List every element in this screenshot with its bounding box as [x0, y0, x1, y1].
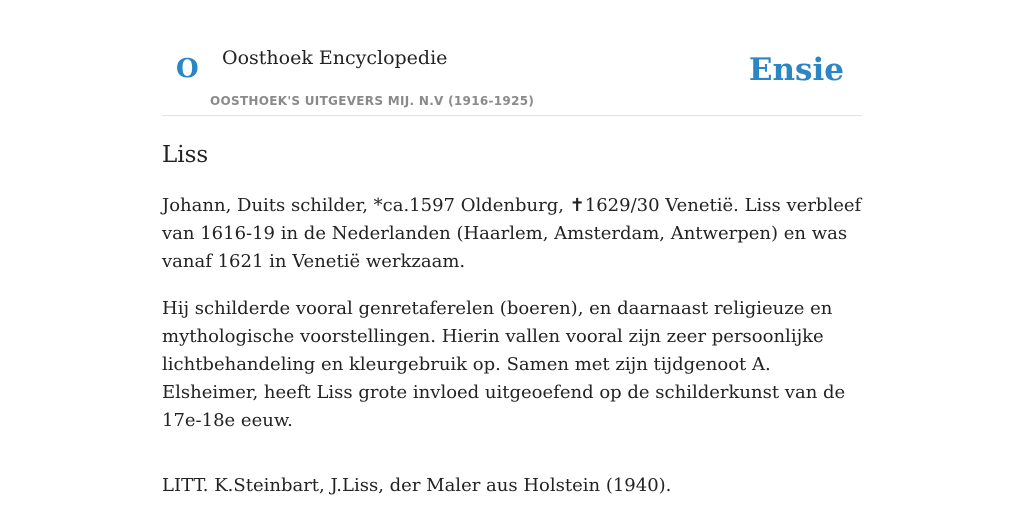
entry-title: Liss [162, 142, 209, 168]
publisher-subtitle: OOSTHOEK'S UITGEVERS MIJ. N.V (1916-1925) [210, 94, 535, 108]
publication-title[interactable]: Oosthoek Encyclopedie [222, 47, 448, 69]
entry-body [162, 192, 862, 512]
entry-paragraph: Hij schilderde vooral genretaferelen (boeren), en daarnaast religieuze en mythologische voorstellingen. Hierin vallen vooral zijn zeer persoonlijke lichtbehandeling en kleurgebruik op. Samen met zijn tijdgenoot A. Elsheimer, heeft Liss grote invloed uitgeoefend op de schilderkunst van de 17e-18e eeuw. [162, 298, 846, 431]
publication-logo[interactable]: O [176, 54, 199, 84]
site-header [162, 0, 862, 116]
ensie-logo[interactable]: Ensie [748, 52, 844, 88]
entry-paragraph: Johann, Duits schilder, *ca.1597 Oldenburg, ✝1629/30 Venetië. Liss verbleef van 1616-19 in de Nederlanden (Haarlem, Amsterdam, Antwerpen) en was vanaf 1621 in Venetië werkzaam. [162, 195, 862, 272]
entry-literature: LITT. K.Steinbart, J.Liss, der Maler aus Holstein (1940). [162, 475, 672, 496]
